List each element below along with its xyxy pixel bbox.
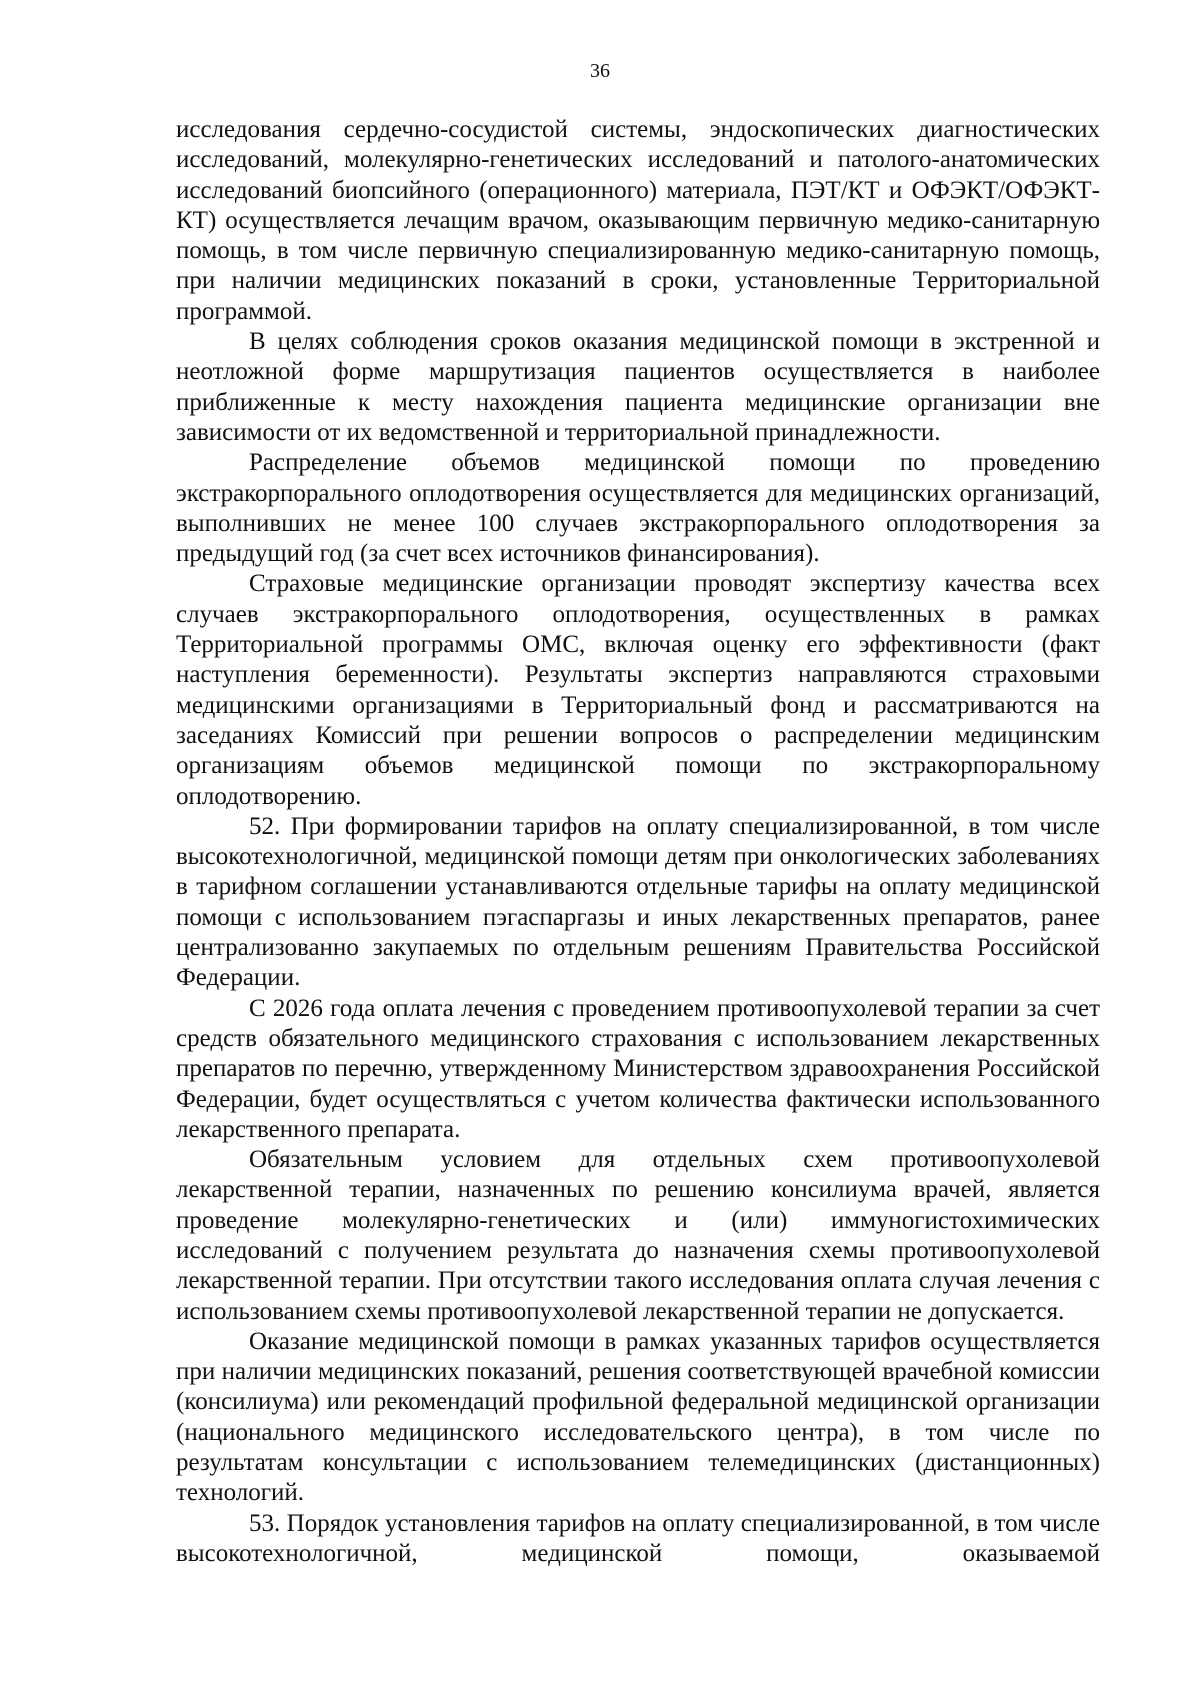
paragraph-routing: В целях соблюдения сроков оказания медицинской помощи в экстренной и неотложной форме маршрутизация пациентов осуществляется в наиболее приближенные к месту нахождения пациента медицинские организации вне зависимости от их ведомственной и территориальной принадлежности. — [176, 328, 1100, 446]
paragraph-item-53: 53. Порядок установления тарифов на оплату специализированной, в том числе высокотехнологичной, медицинской помощи, оказываемой — [176, 1509, 1100, 1567]
paragraph-tariff-conditions: Оказание медицинской помощи в рамках указанных тарифов осуществляется при наличии медицинских показаний, решения соответствующей врачебной комиссии (консилиума) или рекомендаций профильной федеральной медицинской организации (национального медицинского исследовательского центра), в том числе по результатам консультации с использованием телемедицинских (дистанционных) технологий. — [176, 1327, 1100, 1507]
paragraph-eco-expertise: Страховые медицинские организации проводят экспертизу качества всех случаев экстракорпорального оплодотворения, осуществленных в рамках Территориальной программы ОМС, включая оценку его эффективности (факт наступления беременности). Результаты экспертиз направляются страховыми медицинскими организациями в Территориальный фонд и рассматриваются на заседаниях Комиссий при решении вопросов о распределении медицинским организациям объемов медицинской помощи по экстракорпоральному оплодотворению. — [176, 570, 1100, 810]
paragraph-2026-payment: С 2026 года оплата лечения с проведением противоопухолевой терапии за счет средств обязательного медицинского страхования с использованием лекарственных препаратов по перечню, утвержденному Министерством здравоохранения Российской Федерации, будет осуществляться с учетом количества фактически использованного лекарственного препарата. — [176, 994, 1100, 1143]
paragraph-item-52: 52. При формировании тарифов на оплату специализированной, в том числе высокотехнологичной, медицинской помощи детям при онкологических заболеваниях в тарифном соглашении устанавливаются отдельные тарифы на оплату медицинской помощи с использованием пэгаспаргазы и иных лекарственных препаратов, ранее централизованно закупаемых по отдельным решениям Правительства Российской Федерации. — [176, 812, 1100, 992]
page-number: 36 — [590, 60, 610, 82]
paragraph-continuation: исследования сердечно-сосудистой системы, эндоскопических диагностических исследований, молекулярно-генетических исследований и патолого-анатомических исследований биопсийного (операционного) материала, ПЭТ/КТ и ОФЭКТ/ОФЭКТ-КТ) осуществляется лечащим врачом, оказывающим первичную медико-санитарную помощь, в том числе первичную специализированную медико-санитарную помощь, при наличии медицинских показаний в сроки, установленные Территориальной программой. — [176, 116, 1100, 325]
paragraph-eco-volumes: Распределение объемов медицинской помощи по проведению экстракорпорального оплодотворения осуществляется для медицинских организаций, выполнивших не менее 100 случаев экстракорпорального оплодотворения за предыдущий год (за счет всех источников финансирования). — [176, 449, 1100, 568]
document-body — [176, 115, 1100, 1569]
paragraph-mandatory-condition: Обязательным условием для отдельных схем противоопухолевой лекарственной терапии, назначенных по решению консилиума врачей, является проведение молекулярно-генетических и (или) иммуногистохимических исследований с получением результата до назначения схемы противоопухолевой лекарственной терапии. При отсутствии такого исследования оплата случая лечения с использованием схемы противоопухолевой лекарственной терапии не допускается. — [176, 1146, 1100, 1325]
